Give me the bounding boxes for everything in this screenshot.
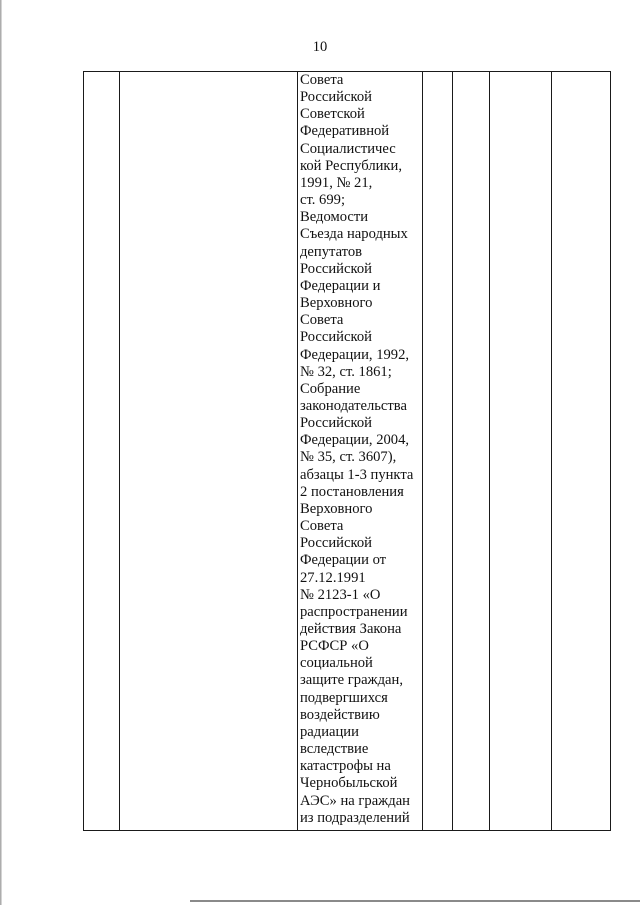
cell-line: ст. 699; xyxy=(300,192,345,209)
cell-line: Российской xyxy=(300,89,372,106)
cell-line: Чернобыльской xyxy=(300,775,398,792)
cell-line: кой Республики, xyxy=(300,157,402,174)
cell-line: действия Закона xyxy=(300,621,402,637)
cell-line: катастрофы на xyxy=(300,758,391,775)
table-column-4 xyxy=(422,72,453,830)
scan-edge-bottom xyxy=(190,900,640,902)
cell-line: социальной xyxy=(300,655,373,672)
cell-line: 2 постановления xyxy=(300,483,404,500)
cell-line: Федерации, 2004, xyxy=(300,432,410,449)
cell-line: Российской xyxy=(300,535,372,552)
cell-line: Верховного xyxy=(300,295,373,312)
cell-line: Совета xyxy=(300,518,344,535)
cell-line: Ведомости xyxy=(300,209,369,226)
cell-line: абзацы 1-3 пункта xyxy=(300,466,414,483)
cell-line: Советской xyxy=(300,106,365,123)
cell-line: Федерации и xyxy=(300,277,381,294)
cell-line: Совета xyxy=(300,72,344,88)
cell-line: воздействию xyxy=(300,706,380,723)
cell-line: 1991, № 21, xyxy=(300,174,373,191)
cell-line: вследствие xyxy=(300,741,369,758)
cell-line: № 32, ст. 1861; xyxy=(300,363,392,380)
cell-line: Российской xyxy=(300,329,372,346)
cell-line: подвергшихся xyxy=(300,689,388,706)
cell-line: РСФСР «О xyxy=(300,638,369,655)
cell-line: 27.12.1991 xyxy=(300,569,366,586)
table-column-2 xyxy=(120,72,298,830)
cell-line: Собрание xyxy=(300,380,361,397)
cell-line: Съезда народных xyxy=(300,226,408,243)
cell-line: Федерации от xyxy=(300,552,387,569)
cell-line: законодательства xyxy=(300,397,407,414)
document-table xyxy=(83,71,611,831)
cell-line: Совета xyxy=(300,312,344,329)
cell-line: распространении xyxy=(300,603,408,620)
cell-line: Российской xyxy=(300,415,372,432)
cell-line: депутатов xyxy=(300,243,363,260)
cell-line: № 2123-1 «О xyxy=(300,586,381,603)
page-number: 10 xyxy=(312,39,328,55)
cell-line: Верховного xyxy=(300,500,373,517)
legal-reference-cell xyxy=(300,72,422,827)
table-column-7 xyxy=(552,72,612,830)
table-column-6 xyxy=(490,72,552,830)
cell-line: Социалистичес xyxy=(300,140,396,157)
scan-edge-left xyxy=(0,0,2,905)
cell-line: радиации xyxy=(300,723,359,740)
cell-line: Федерации, 1992, xyxy=(300,346,410,363)
cell-line: АЭС» на граждан xyxy=(300,792,410,809)
cell-line: из подразделений xyxy=(300,809,410,826)
cell-line: Федеративной xyxy=(300,123,390,140)
cell-line: Российской xyxy=(300,260,372,277)
cell-line: № 35, ст. 3607), xyxy=(300,449,397,466)
table-column-5 xyxy=(453,72,490,830)
table-column-1 xyxy=(84,72,120,830)
cell-line: защите граждан, xyxy=(300,672,403,689)
